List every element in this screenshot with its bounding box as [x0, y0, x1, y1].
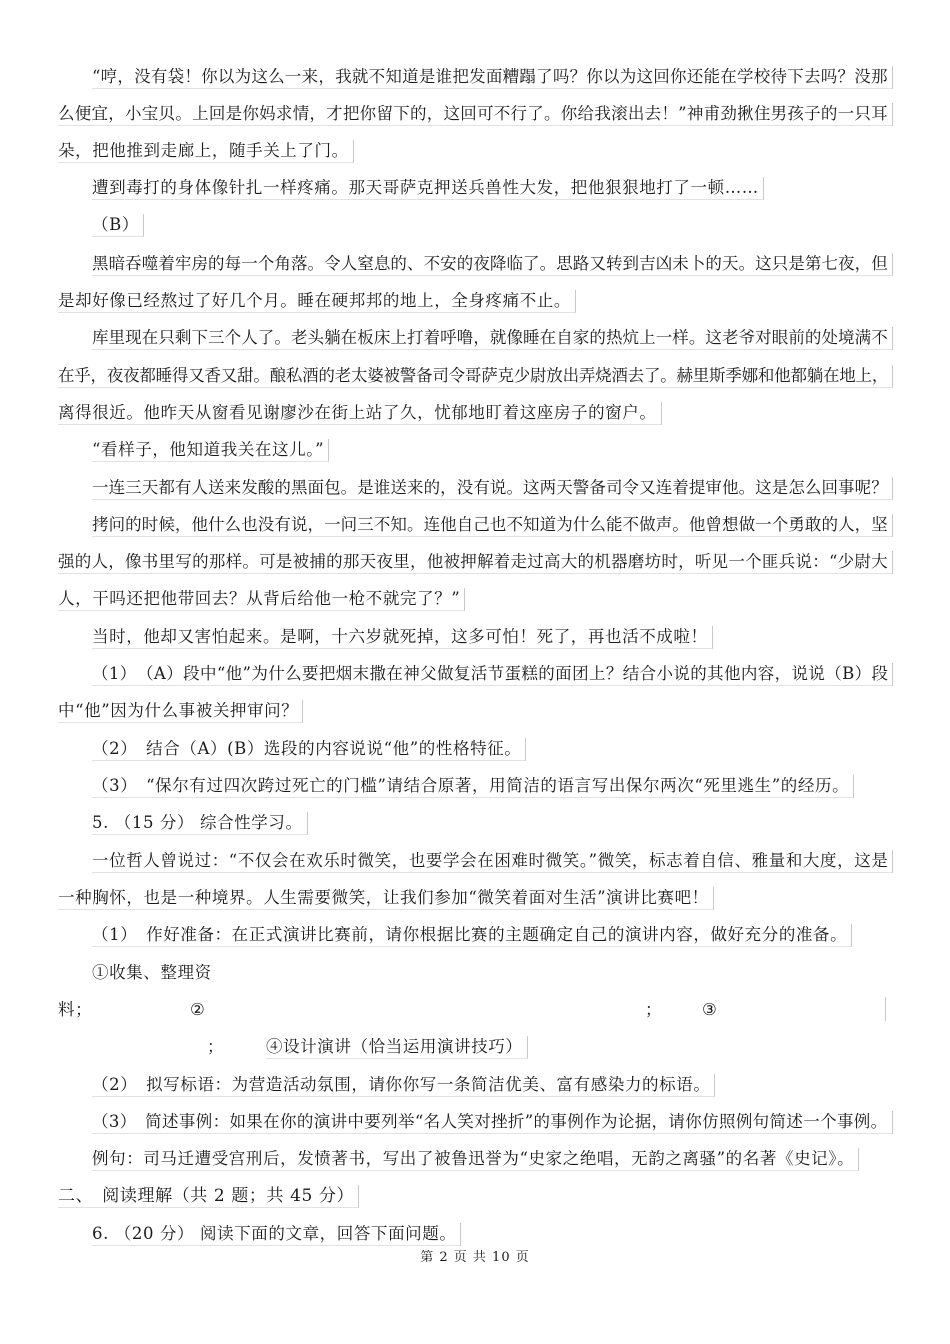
text-line: 黑暗吞噬着牢房的每一个角落。令人窒息的、不安的夜降临了。思路又转到吉凶未卜的天。这只是第七夜，但	[92, 253, 893, 276]
text-line: 强的人，像书里写的那样。可是被捕的那天夜里，他被押解着走过高大的机器磨坊时，听见一个匪兵说：“少尉大	[58, 551, 893, 574]
text-line: “看样子，他知道我关在这儿。”	[92, 439, 329, 462]
text-line: 么便宜，小宝贝。上回是你妈求情，才把你留下的，这回可不行了。你给我滚出去！”神甫劲揪住男孩子的一只耳	[58, 103, 893, 126]
sub-question-3: （3） 简述事例：如果在你的演讲中要列举“名人笑对挫折”的事例作为论据，请你仿照例句简述一个事例。	[92, 1111, 893, 1134]
text-line: 离得很近。他昨天从窗看见谢廖沙在街上站了久，忧郁地盯着这座房子的窗户。	[58, 402, 662, 425]
question-1: （1） （A）段中“他”为什么要把烟末撒在神父做复活节蛋糕的面团上？结合小说的其他内容，说说（B）段	[92, 663, 893, 686]
text-line: 朵，把他推到走廊上，随手关上了门。	[58, 140, 354, 163]
prep-item-2: ②	[190, 1000, 206, 1019]
divider	[885, 997, 886, 1021]
example-sentence: 例句：司马迁遭受宫刑后，发愤著书，写出了被鲁迅誉为“史家之绝唱，无韵之离骚”的名著《史记》。	[92, 1148, 859, 1171]
prep-item-1: ①收集、整理资	[92, 963, 212, 982]
text-line: “哼，没有袋！你以为这么一来，我就不知道是谁把发面糟蹋了吗？你以为这回你还能在学校待下去吗？没那	[92, 66, 893, 89]
section-marker: （B）	[92, 214, 144, 237]
prep-item-2-end: ；	[645, 1000, 663, 1019]
text-line: 当时，他却又害怕起来。是啊，十六岁就死掉，这多可怕！死了，再也活不成啦！	[92, 626, 713, 649]
question-5-title: 5. （15 分） 综合性学习。	[92, 812, 308, 835]
text-line: 一种胸怀，也是一种境界。人生需要微笑，让我们参加“微笑着面对生活”演讲比赛吧！	[58, 887, 714, 910]
text-line: 库里现在只剩下三个人了。老头躺在板床上打着呼噜，就像睡在自家的热炕上一样。这老爷对眼前的处境满不	[92, 327, 893, 350]
page-footer: 第 2 页 共 10 页	[420, 1250, 530, 1265]
text-line: 人，干吗还把他带回去？从背后给他一枪不就完了？”	[58, 588, 465, 611]
sub-question-1: （1） 作好准备：在正式演讲比赛前，请你根据比赛的主题确定自己的演讲内容，做好充分的准备。	[92, 924, 852, 947]
section-heading: 二、 阅读理解（共 2 题；共 45 分）	[58, 1185, 359, 1208]
question-3: （3） “保尔有过四次跨过死亡的门槛”请结合原著，用简洁的语言写出保尔两次“死里逃生”的经历。	[92, 775, 854, 798]
text-line: 在乎，夜夜都睡得又香又甜。酿私酒的老太婆被警备司令哥萨克少尉放出弄烧酒去了。赫里斯季娜和他都躺在地上，	[58, 365, 893, 388]
prep-item-4: ④设计演讲（恰当运用演讲技巧）	[266, 1036, 528, 1059]
text-line: 一连三天都有人送来发酸的黑面包。是谁送来的，没有说。这两天警备司令又连着提审他。这是怎么回事呢？	[92, 477, 893, 500]
prep-item-3-end: ；	[207, 1037, 225, 1056]
sub-question-2: （2） 拟写标语：为营造活动氛围，请你你写一条简洁优美、富有感染力的标语。	[92, 1074, 715, 1097]
text-line: 拷问的时候，他什么也没有说，一问三不知。连他自己也不知道为什么能不做声。他曾想做一个勇敢的人，坚	[92, 514, 893, 537]
question-6-title: 6. （20 分） 阅读下面的文章，回答下面问题。	[92, 1223, 461, 1246]
prep-item-1-cont: 料；	[58, 1000, 93, 1019]
text-line: 一位哲人曾说过：“不仅会在欢乐时微笑，也要学会在困难时微笑。”微笑，标志着自信、雅量和大度，这是	[92, 850, 893, 873]
text-line: 遭到毒打的身体像针扎一样疼痛。那天哥萨克押送兵兽性大发，把他狠狠地打了一顿……	[92, 177, 764, 200]
question-1-cont: 中“他”因为什么事被关押审问？	[58, 700, 303, 723]
prep-item-3: ③	[702, 1000, 718, 1019]
text-line: 是却好像已经熬过了好几个月。睡在硬邦邦的地上，全身疼痛不止。	[58, 290, 576, 313]
question-2: （2） 结合（A）(B）选段的内容说说“他”的性格特征。	[92, 738, 526, 761]
